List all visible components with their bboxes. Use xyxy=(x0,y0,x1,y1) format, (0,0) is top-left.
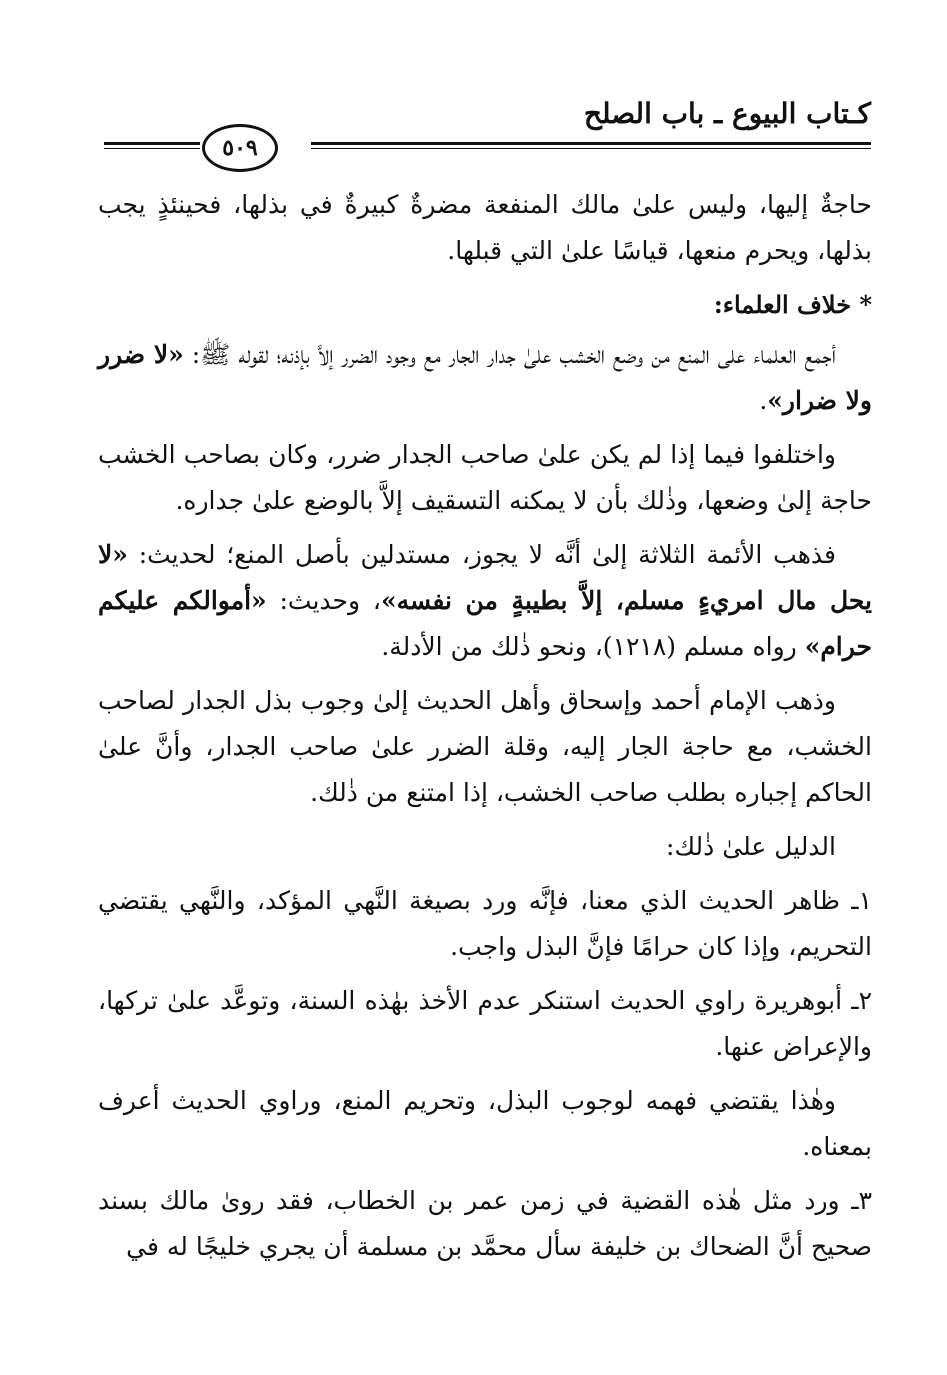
running-title: كـتاب البيوع ـ باب الصلح xyxy=(583,97,871,130)
paragraph-narrator-understanding: وهٰذا يقتضي فهمه لوجوب البذل، وتحريم المنع، وراوي الحديث أعرف بمعناه. xyxy=(98,1086,872,1161)
paragraph-ahmad-view: وذهب الإمام أحمد وإسحاق وأهل الحديث إلىٰ وجوب بذل الجدار لصاحب الخشب، مع حاجة الجار إليه، وقلة الضرر علىٰ صاحب الجدار، وأنَّ علىٰ الحاكم إجباره بطلب صاحب الخشب، إذا امتنع من ذٰلك. xyxy=(98,686,872,807)
evidence-item-2: ٢ـ أبوهريرة راوي الحديث استنكر عدم الأخذ بهٰذه السنة، وتوعَّد علىٰ تركها، والإعراض عنها. xyxy=(98,986,872,1061)
three-imams-connector: ، وحديث: xyxy=(266,586,381,615)
paragraph-three-imams xyxy=(98,532,872,670)
header-rule-right xyxy=(311,142,871,149)
paragraph-consensus xyxy=(98,332,872,424)
page-number-badge: ٥٠٩ xyxy=(202,124,278,172)
header-rule-left xyxy=(104,142,200,149)
paragraph-evidence-intro: الدليل علىٰ ذٰلك: xyxy=(666,832,836,861)
hadith-quote: «لا ضرر ولا ضرار» xyxy=(98,340,872,415)
paragraph-disagreement: واختلفوا فيما إذا لم يكن علىٰ صاحب الجدار ضرر، وكان بصاحب الخشب حاجة إلىٰ وضعها، وذٰلك بأن لا يمكنه التسقيف إلاَّ بالوضع علىٰ جداره. xyxy=(98,440,872,515)
three-imams-end: رواه مسلم (١٢١٨)، ونحو ذٰلك من الأدلة. xyxy=(381,632,805,661)
hadith-quote: «لا يحل مال امريءٍ مسلم، إلاَّ بطيبةٍ من نفسه» xyxy=(98,540,872,615)
main-text xyxy=(98,182,872,1278)
evidence-item-3: ٣ـ ورد مثل هٰذه القضية في زمن عمر بن الخطاب، فقد روىٰ مالك بسند صحيح أنَّ الضحاك بن خليفة سأل محمَّد بن مسلمة أن يجري خليجًا له في xyxy=(98,1186,872,1261)
consensus-end: . xyxy=(759,386,768,415)
evidence-item-1: ١ـ ظاهر الحديث الذي معنا، فإنَّه ورد بصيغة النَّهي المؤكد، والنَّهي يقتضي التحريم، وإذا كان حرامًا فإنَّ البذل واجب. xyxy=(98,886,873,961)
consensus-text: أجمع العلماء على المنع من وضع الخشب علىٰ جدار الجار مع وجود الضرر إلاَّ بإذنه؛ لقوله ﷺ: xyxy=(183,340,836,369)
hadith-quote: «أموالكم عليكم حرام» xyxy=(98,586,872,661)
three-imams-text: فذهب الأئمة الثلاثة إلىٰ أنَّه لا يجوز، مستدلين بأصل المنع؛ لحديث: xyxy=(127,540,836,569)
section-heading: * خلاف العلماء: xyxy=(713,290,872,319)
paragraph-continuation: حاجةٌ إليها، وليس علىٰ مالك المنفعة مضرةٌ كبيرةٌ في بذلها، فحينئذٍ يجب بذلها، ويحرم منعها، قياسًا علىٰ التي قبلها. xyxy=(98,190,872,265)
